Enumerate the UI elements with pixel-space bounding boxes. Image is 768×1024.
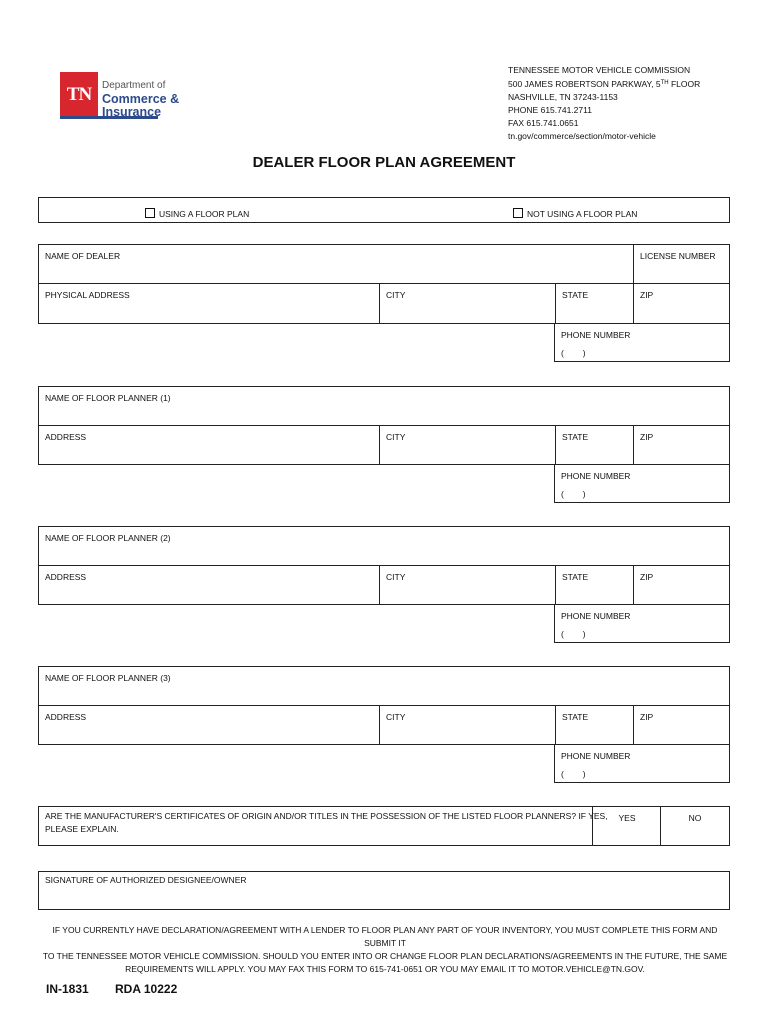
agency-city: NASHVILLE, TN 37243-1153 [508, 92, 618, 103]
dealer-phone-area-code: ( ) [561, 348, 586, 358]
using-floor-plan-checkbox[interactable] [145, 208, 155, 218]
floor-planner-1-address-label: ADDRESS [45, 432, 87, 442]
no-field[interactable] [660, 807, 729, 845]
certificates-question-text [45, 810, 608, 836]
floor-planner-3-zip-field[interactable] [633, 705, 730, 744]
dealer-city-label: CITY [386, 290, 406, 300]
tn-commerce-insurance-logo [60, 72, 200, 122]
page-title: DEALER FLOOR PLAN AGREEMENT [252, 154, 516, 171]
submission-notice [40, 924, 730, 976]
notice-line-1: IF YOU CURRENTLY HAVE DECLARATION/AGREEMENT WITH A LENDER TO FLOOR PLAN ANY PART OF YOUR INVENTORY, YOU MUST COMPLETE THIS FORM AND SUBMIT IT [52, 925, 718, 948]
floor-planner-2-address-label: ADDRESS [45, 572, 87, 582]
physical-address-label: PHYSICAL ADDRESS [45, 290, 130, 300]
floor-planner-1-city-field[interactable] [379, 425, 556, 464]
dealer-zip-label: ZIP [640, 290, 654, 300]
license-number-label: LICENSE NUMBER [640, 251, 716, 261]
tn-logo-mark: TN [60, 72, 98, 118]
floor-planner-3-name-field[interactable] [39, 667, 730, 706]
dealer-name-field[interactable] [39, 245, 634, 284]
logo-text-insurance: Insurance [102, 105, 162, 119]
floor-planner-3-address-label: ADDRESS [45, 712, 87, 722]
floor-planner-3-state-field[interactable] [555, 705, 634, 744]
physical-address-field[interactable] [39, 283, 380, 323]
floor-planner-1-address-field[interactable] [39, 425, 380, 464]
floor-planner-2-zip-field[interactable] [633, 565, 730, 604]
dealer-state-label: STATE [562, 290, 589, 300]
floor-planner-3-city-field[interactable] [379, 705, 556, 744]
floor-planner-1-area-code: ( ) [561, 489, 586, 499]
floor-planner-1-state-field[interactable] [555, 425, 634, 464]
floor-planner-1-name-field[interactable] [39, 387, 730, 426]
floor-planner-2-phone-field[interactable] [554, 604, 730, 643]
floor-planner-3-area-code: ( ) [561, 769, 586, 779]
floor-planner-1-section [38, 386, 730, 465]
floor-planner-2-city-field[interactable] [379, 565, 556, 604]
floor-planner-3-zip-label: ZIP [640, 712, 654, 722]
floor-planner-1-phone-label: PHONE NUMBER [561, 471, 631, 481]
agency-website: tn.gov/commerce/section/motor-vehicle [508, 131, 656, 142]
yes-field[interactable] [592, 807, 661, 845]
question-line-2: PLEASE EXPLAIN. [45, 824, 119, 834]
floor-planner-2-state-label: STATE [562, 572, 589, 582]
dealer-state-field[interactable] [555, 283, 634, 323]
yes-label: YES [618, 813, 636, 823]
floor-planner-2-name-label: NAME OF FLOOR PLANNER (2) [45, 533, 171, 543]
dealer-phone-field[interactable] [554, 323, 730, 362]
dealer-phone-label: PHONE NUMBER [561, 330, 631, 340]
floor-planner-2-state-field[interactable] [555, 565, 634, 604]
not-using-floor-plan-checkbox[interactable] [513, 208, 523, 218]
question-line-1: ARE THE MANUFACTURER'S CERTIFICATES OF ORIGIN AND/OR TITLES IN THE POSSESSION OF THE LISTED FLOOR PLANNERS? IF YES, [45, 811, 608, 821]
floor-planner-3-state-label: STATE [562, 712, 589, 722]
floor-planner-1-zip-field[interactable] [633, 425, 730, 464]
floor-planner-2-name-field[interactable] [39, 527, 730, 566]
floor-planner-3-phone-field[interactable] [554, 744, 730, 783]
floor-planner-1-phone-field[interactable] [554, 464, 730, 503]
floor-planner-3-phone-label: PHONE NUMBER [561, 751, 631, 761]
floor-plan-options [38, 197, 730, 223]
agency-name: TENNESSEE MOTOR VEHICLE COMMISSION [508, 65, 691, 75]
floor-planner-3-section [38, 666, 730, 745]
signature-field[interactable] [38, 871, 730, 910]
logo-text-commerce: Commerce & [102, 92, 180, 106]
no-label: NO [688, 813, 702, 823]
not-using-floor-plan-label: NOT USING A FLOOR PLAN [527, 209, 638, 219]
floor-planner-1-state-label: STATE [562, 432, 589, 442]
certificates-question-row [38, 806, 730, 846]
floor-planner-1-name-label: NAME OF FLOOR PLANNER (1) [45, 393, 171, 403]
floor-planner-2-zip-label: ZIP [640, 572, 654, 582]
street-suffix: FLOOR [668, 79, 701, 90]
dealer-name-label: NAME OF DEALER [45, 251, 121, 261]
floor-planner-3-address-field[interactable] [39, 705, 380, 744]
floor-planner-1-zip-label: ZIP [640, 432, 654, 442]
signature-label: SIGNATURE OF AUTHORIZED DESIGNEE/OWNER [45, 875, 247, 885]
notice-line-2: TO THE TENNESSEE MOTOR VEHICLE COMMISSION. SHOULD YOU ENTER INTO OR CHANGE FLOOR PLAN DECLARATIONS/AGREEMENTS IN THE FUTURE, THE SAME [42, 951, 728, 961]
street-prefix: 500 JAMES ROBERTSON PARKWAY, 5 [508, 79, 661, 90]
floor-planner-2-section [38, 526, 730, 605]
floor-planner-2-city-label: CITY [386, 572, 406, 582]
dealer-city-field[interactable] [379, 283, 556, 323]
dealer-section [38, 244, 730, 324]
using-floor-plan-option[interactable] [145, 208, 249, 219]
not-using-floor-plan-option[interactable] [513, 208, 637, 219]
agency-phone: PHONE 615.741.2711 [508, 105, 592, 116]
floor-planner-2-area-code: ( ) [561, 629, 586, 639]
floor-planner-2-phone-label: PHONE NUMBER [561, 611, 631, 621]
rda-number: RDA 10222 [115, 982, 178, 996]
floor-planner-2-address-field[interactable] [39, 565, 380, 604]
street-sup: TH [660, 80, 669, 87]
dealer-zip-field[interactable] [633, 283, 730, 323]
floor-planner-1-city-label: CITY [386, 432, 406, 442]
floor-planner-3-name-label: NAME OF FLOOR PLANNER (3) [45, 673, 171, 683]
logo-text-department: Department of [102, 80, 166, 91]
agency-address-block [508, 64, 700, 144]
agency-fax: FAX 615.741.0651 [508, 118, 579, 129]
using-floor-plan-label: USING A FLOOR PLAN [159, 209, 250, 219]
floor-planner-3-city-label: CITY [386, 712, 406, 722]
form-number: IN-1831 [46, 982, 89, 996]
agency-street [508, 77, 700, 91]
license-number-field[interactable] [633, 245, 730, 284]
notice-line-3: REQUIREMENTS WILL APPLY. YOU MAY FAX THIS FORM TO 615-741-0651 OR YOU MAY EMAIL IT TO MOTOR.VEHICLE@TN.GOV. [125, 964, 645, 974]
